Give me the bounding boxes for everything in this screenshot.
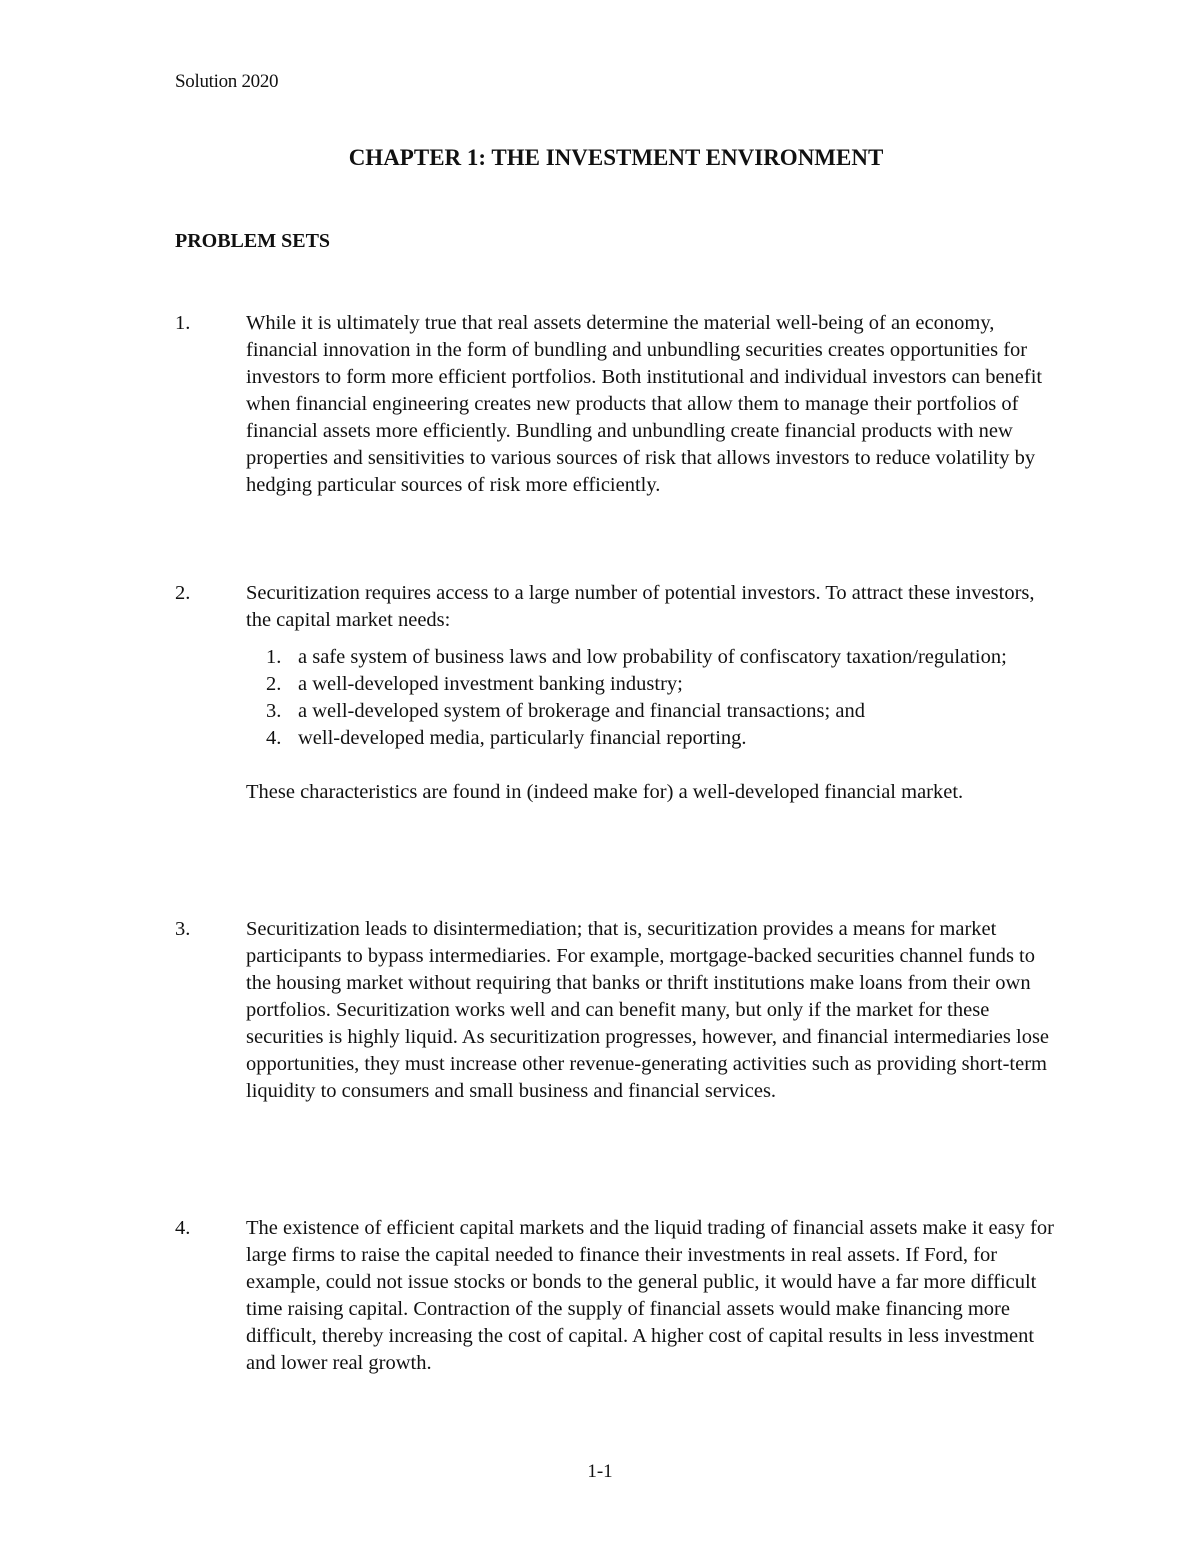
page-header: Solution 2020 bbox=[175, 71, 279, 92]
list-item-text: a safe system of business laws and low probability of confiscatory taxation/regulation; bbox=[298, 646, 1007, 668]
problem-3 bbox=[175, 916, 1055, 1105]
list-item bbox=[246, 671, 1055, 698]
problem-conclusion: These characteristics are found in (indeed make for) a well-developed financial market. bbox=[246, 781, 964, 803]
chapter-title: CHAPTER 1: THE INVESTMENT ENVIRONMENT bbox=[348, 145, 884, 170]
list-item-text: a well-developed investment banking industry; bbox=[298, 673, 683, 695]
list-item-number: 4. bbox=[266, 727, 282, 749]
list-item bbox=[246, 698, 1055, 725]
problem-text: Securitization requires access to a large number of potential investors. To attract these investors, the capital market needs: bbox=[246, 582, 1035, 631]
problem-4 bbox=[175, 1215, 1055, 1377]
problem-number: 4. bbox=[175, 1217, 191, 1239]
list-item-text: a well-developed system of brokerage and financial transactions; and bbox=[298, 700, 865, 722]
problem-text: Securitization leads to disintermediation; that is, securitization provides a means for market participants to bypass intermediaries. For example, mortgage-backed securities channel funds to the housing market without requiring that banks or thrift institutions make loans from their own portfolios. Securitization works well and can benefit many, but only if the market for these securities is highly liquid. As securitization progresses, however, and financial intermediaries lose opportunities, they must increase other revenue-generating activities such as providing short-term liquidity to consumers and small business and financial services. bbox=[246, 918, 1050, 1102]
problem-number: 3. bbox=[175, 918, 191, 940]
problem-2 bbox=[175, 580, 1055, 806]
page-number: 1-1 bbox=[587, 1461, 613, 1482]
list-item-number: 2. bbox=[266, 673, 282, 695]
list-item-text: well-developed media, particularly financial reporting. bbox=[298, 727, 747, 749]
requirements-list bbox=[246, 644, 1055, 752]
problem-text: The existence of efficient capital markets and the liquid trading of financial assets make it easy for large firms to raise the capital needed to finance their investments in real assets. If Ford, for example, could not issue stocks or bonds to the general public, it would have a far more difficult time raising capital. Contraction of the supply of financial assets would make financing more difficult, thereby increasing the cost of capital. A higher cost of capital results in less investment and lower real growth. bbox=[246, 1217, 1054, 1374]
list-item bbox=[246, 644, 1055, 671]
list-item-number: 1. bbox=[266, 646, 282, 668]
problem-text: While it is ultimately true that real assets determine the material well-being of an economy, financial innovation in the form of bundling and unbundling securities creates opportunities for investors to form more efficient portfolios. Both institutional and individual investors can benefit when financial engineering creates new products that allow them to manage their portfolios of financial assets more efficiently. Bundling and unbundling create financial products with new properties and sensitivities to various sources of risk that allows investors to reduce volatility by hedging particular sources of risk more efficiently. bbox=[246, 312, 1043, 496]
section-heading: PROBLEM SETS bbox=[175, 230, 331, 252]
list-item-number: 3. bbox=[266, 700, 282, 722]
list-item bbox=[246, 725, 1055, 752]
problem-1 bbox=[175, 310, 1055, 499]
problem-number: 1. bbox=[175, 312, 191, 334]
problem-number: 2. bbox=[175, 582, 191, 604]
